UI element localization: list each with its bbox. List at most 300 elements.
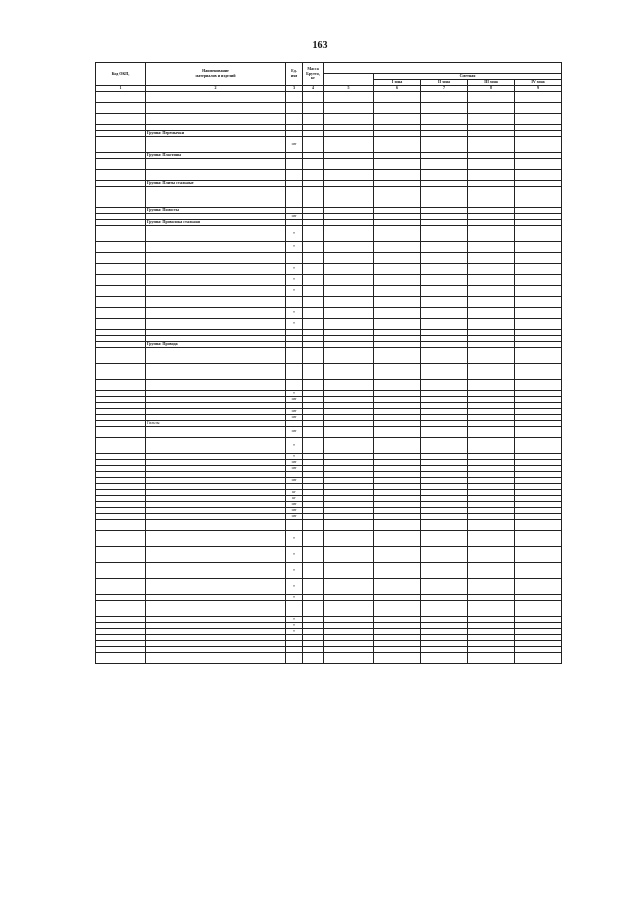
zone-price-cell xyxy=(421,426,468,437)
zone-price-cell xyxy=(515,241,562,252)
header-prices xyxy=(324,63,562,74)
page-number: 163 xyxy=(312,40,328,51)
unit-cell xyxy=(286,296,303,307)
zone-price-cell xyxy=(468,363,515,379)
unit-cell xyxy=(286,652,303,663)
zone-price-cell xyxy=(374,437,421,453)
unit-cell: т xyxy=(286,241,303,252)
zone-price-cell xyxy=(515,437,562,453)
group-name xyxy=(146,379,286,390)
unit-cell: т xyxy=(286,390,303,396)
zone-price-cell xyxy=(515,562,562,578)
zone-price-cell xyxy=(421,186,468,207)
table-row xyxy=(96,186,562,207)
item-name xyxy=(146,158,286,169)
price-cell xyxy=(324,102,374,113)
unit-cell: т xyxy=(286,530,303,546)
item-name xyxy=(146,318,286,329)
zone-price-cell xyxy=(374,546,421,562)
table-row xyxy=(96,530,562,546)
header-unit: Ед. изм xyxy=(286,63,303,86)
table-row xyxy=(96,91,562,102)
table-row xyxy=(96,546,562,562)
mass-cell xyxy=(303,136,324,152)
zone-price-cell xyxy=(421,274,468,285)
item-name xyxy=(146,102,286,113)
unit-cell: т xyxy=(286,578,303,594)
price-cell xyxy=(324,347,374,363)
zone-price-cell xyxy=(468,136,515,152)
zone-price-cell xyxy=(468,169,515,180)
unit-cell: шт xyxy=(286,426,303,437)
zone-price-cell xyxy=(421,318,468,329)
table-row xyxy=(96,578,562,594)
header-zone-4: IV зона xyxy=(515,80,562,86)
header-zone-3: III зона xyxy=(468,80,515,86)
price-cell xyxy=(324,530,374,546)
zone-price-cell xyxy=(374,296,421,307)
code-cell xyxy=(96,578,146,594)
zone-price-cell xyxy=(468,102,515,113)
mass-cell xyxy=(303,426,324,437)
zone-price-cell xyxy=(468,225,515,241)
empty-cell xyxy=(421,379,468,390)
mass-cell xyxy=(303,652,324,663)
code-cell xyxy=(96,296,146,307)
price-cell xyxy=(324,274,374,285)
unit-cell: т xyxy=(286,562,303,578)
zone-price-cell xyxy=(515,274,562,285)
zone-price-cell xyxy=(468,437,515,453)
zone-price-cell xyxy=(468,252,515,263)
mass-cell xyxy=(303,263,324,274)
code-cell xyxy=(96,437,146,453)
zone-price-cell xyxy=(374,241,421,252)
code-cell xyxy=(96,241,146,252)
unit-cell: шт xyxy=(286,213,303,219)
code-cell xyxy=(96,274,146,285)
item-name: Гильзы xyxy=(146,420,286,426)
zone-price-cell xyxy=(468,347,515,363)
zone-price-cell xyxy=(515,652,562,663)
zone-price-cell xyxy=(468,307,515,318)
unit-cell: т xyxy=(286,225,303,241)
code-cell xyxy=(96,307,146,318)
group-name: Группа: Пластины xyxy=(146,152,286,158)
item-name xyxy=(146,307,286,318)
zone-price-cell xyxy=(374,91,421,102)
zone-price-cell xyxy=(374,307,421,318)
price-cell xyxy=(324,186,374,207)
unit-cell: т xyxy=(286,274,303,285)
unit-cell: т xyxy=(286,437,303,453)
unit-cell: шт xyxy=(286,477,303,483)
price-cell xyxy=(324,285,374,296)
zone-price-cell xyxy=(421,241,468,252)
item-name xyxy=(146,252,286,263)
zone-price-cell xyxy=(421,600,468,616)
zone-price-cell xyxy=(374,113,421,124)
unit-cell: т xyxy=(286,307,303,318)
unit-cell xyxy=(286,102,303,113)
mass-cell xyxy=(303,562,324,578)
table-row xyxy=(96,102,562,113)
zone-price-cell xyxy=(515,263,562,274)
unit-cell: т xyxy=(286,285,303,296)
code-cell xyxy=(96,158,146,169)
mass-cell xyxy=(303,225,324,241)
item-name xyxy=(146,225,286,241)
table-body xyxy=(96,91,562,663)
mass-cell xyxy=(303,186,324,207)
zone-price-cell xyxy=(374,169,421,180)
unit-cell: т xyxy=(286,622,303,628)
zone-price-cell xyxy=(421,652,468,663)
zone-price-cell xyxy=(468,600,515,616)
header-mass: Масса Брутто, кг xyxy=(303,63,324,86)
item-name xyxy=(146,241,286,252)
table-row xyxy=(96,600,562,616)
mass-cell xyxy=(303,91,324,102)
zone-price-cell xyxy=(421,307,468,318)
unit-cell: шт xyxy=(286,459,303,465)
mass-cell xyxy=(303,241,324,252)
zone-price-cell xyxy=(374,263,421,274)
table-header xyxy=(96,63,562,92)
zone-price-cell xyxy=(374,158,421,169)
table-row xyxy=(96,307,562,318)
group-name: Группа: Помосты xyxy=(146,207,286,213)
unit-cell: шт xyxy=(286,513,303,519)
zone-price-cell xyxy=(468,426,515,437)
price-cell xyxy=(324,307,374,318)
code-cell xyxy=(96,285,146,296)
zone-price-cell xyxy=(421,530,468,546)
price-cell xyxy=(324,652,374,663)
item-name xyxy=(146,113,286,124)
unit-cell xyxy=(286,186,303,207)
zone-price-cell xyxy=(515,296,562,307)
mass-cell xyxy=(303,546,324,562)
zone-price-cell xyxy=(515,136,562,152)
unit-cell: шт xyxy=(286,136,303,152)
mass-cell xyxy=(303,578,324,594)
code-cell xyxy=(96,363,146,379)
zone-price-cell xyxy=(468,263,515,274)
unit-cell xyxy=(286,113,303,124)
price-cell xyxy=(324,113,374,124)
zone-price-cell xyxy=(468,186,515,207)
zone-price-cell xyxy=(421,91,468,102)
price-cell xyxy=(324,296,374,307)
code-cell xyxy=(96,318,146,329)
zone-price-cell xyxy=(374,285,421,296)
table-row xyxy=(96,652,562,663)
unit-cell xyxy=(286,600,303,616)
zone-price-cell xyxy=(421,169,468,180)
unit-cell xyxy=(286,519,303,530)
zone-price-cell xyxy=(421,437,468,453)
zone-price-cell xyxy=(515,519,562,530)
table-row xyxy=(96,437,562,453)
zone-price-cell xyxy=(374,225,421,241)
mass-cell xyxy=(303,169,324,180)
zone-price-cell xyxy=(421,263,468,274)
item-name xyxy=(146,274,286,285)
zone-price-cell xyxy=(468,546,515,562)
mass-cell xyxy=(303,113,324,124)
zone-price-cell xyxy=(468,318,515,329)
zone-price-cell xyxy=(421,225,468,241)
unit-cell xyxy=(286,91,303,102)
header-current xyxy=(324,74,374,86)
empty-cell xyxy=(515,379,562,390)
zone-price-cell xyxy=(421,519,468,530)
zone-price-cell xyxy=(515,347,562,363)
zone-price-cell xyxy=(421,136,468,152)
mass-cell xyxy=(303,252,324,263)
group-name: Группа: Провода xyxy=(146,341,286,347)
zone-price-cell xyxy=(515,285,562,296)
item-name xyxy=(146,285,286,296)
mass-cell xyxy=(303,307,324,318)
code-cell xyxy=(96,136,146,152)
code-cell xyxy=(96,600,146,616)
zone-price-cell xyxy=(468,578,515,594)
item-name xyxy=(146,562,286,578)
unit-cell: кг xyxy=(286,489,303,495)
mass-cell xyxy=(303,285,324,296)
table-row xyxy=(96,263,562,274)
item-name xyxy=(146,91,286,102)
group-name: Группа: Плиты стальные xyxy=(146,180,286,186)
item-name xyxy=(146,578,286,594)
unit-cell: т xyxy=(286,318,303,329)
empty-cell xyxy=(374,379,421,390)
unit-cell: шт xyxy=(286,396,303,402)
zone-price-cell xyxy=(374,600,421,616)
zone-price-cell xyxy=(468,113,515,124)
mass-cell xyxy=(303,347,324,363)
price-cell xyxy=(324,241,374,252)
table-row xyxy=(96,562,562,578)
zone-price-cell xyxy=(374,426,421,437)
item-name xyxy=(146,530,286,546)
header-code: Код ОКП, xyxy=(96,63,146,86)
zone-price-cell xyxy=(374,519,421,530)
zone-price-cell xyxy=(374,652,421,663)
zone-price-cell xyxy=(515,91,562,102)
item-name xyxy=(146,600,286,616)
table-row xyxy=(96,113,562,124)
zone-price-cell xyxy=(374,562,421,578)
table-row xyxy=(96,519,562,530)
group-name: Группа: Проволока стальная xyxy=(146,219,286,225)
zone-price-cell xyxy=(374,363,421,379)
price-table xyxy=(95,62,562,664)
column-number-row: 1 2 3 4 5 6 7 8 9 xyxy=(96,86,562,92)
zone-price-cell xyxy=(374,274,421,285)
empty-cell xyxy=(286,379,303,390)
header-name: Наименование материалов и изделий xyxy=(146,63,286,86)
unit-cell: кг xyxy=(286,495,303,501)
code-cell xyxy=(96,252,146,263)
price-cell xyxy=(324,252,374,263)
group-name: Группа: Перемычки xyxy=(146,130,286,136)
zone-price-cell xyxy=(374,186,421,207)
zone-price-cell xyxy=(468,562,515,578)
zone-price-cell xyxy=(421,562,468,578)
zone-price-cell xyxy=(421,113,468,124)
zone-price-cell xyxy=(374,530,421,546)
table-row xyxy=(96,285,562,296)
zone-price-cell xyxy=(421,102,468,113)
code-cell xyxy=(96,379,146,390)
zone-price-cell xyxy=(374,578,421,594)
unit-cell: т xyxy=(286,263,303,274)
unit-cell: т xyxy=(286,453,303,459)
item-name xyxy=(146,296,286,307)
zone-price-cell xyxy=(515,530,562,546)
unit-cell: шт xyxy=(286,501,303,507)
zone-price-cell xyxy=(374,102,421,113)
zone-price-cell xyxy=(421,252,468,263)
price-cell xyxy=(324,562,374,578)
zone-price-cell xyxy=(515,318,562,329)
zone-price-cell xyxy=(515,225,562,241)
table-row xyxy=(96,136,562,152)
price-cell xyxy=(324,363,374,379)
unit-cell: т xyxy=(286,594,303,600)
price-cell xyxy=(324,136,374,152)
item-name xyxy=(146,546,286,562)
zone-price-cell xyxy=(515,578,562,594)
code-cell xyxy=(96,186,146,207)
unit-cell: шт xyxy=(286,507,303,513)
empty-cell xyxy=(303,379,324,390)
item-name xyxy=(146,426,286,437)
header-zone-1: I зона xyxy=(374,80,421,86)
price-cell xyxy=(324,225,374,241)
code-cell xyxy=(96,546,146,562)
price-cell xyxy=(324,600,374,616)
code-cell xyxy=(96,102,146,113)
zone-price-cell xyxy=(374,347,421,363)
zone-price-cell xyxy=(468,274,515,285)
code-cell xyxy=(96,652,146,663)
code-cell xyxy=(96,91,146,102)
zone-price-cell xyxy=(421,285,468,296)
table-row xyxy=(96,363,562,379)
unit-cell: т xyxy=(286,546,303,562)
unit-cell xyxy=(286,252,303,263)
zone-price-cell xyxy=(515,426,562,437)
price-cell xyxy=(324,169,374,180)
unit-cell: т xyxy=(286,628,303,634)
zone-price-cell xyxy=(421,546,468,562)
zone-price-cell xyxy=(468,652,515,663)
zone-price-cell xyxy=(468,519,515,530)
table-row xyxy=(96,225,562,241)
unit-cell: т xyxy=(286,616,303,622)
zone-price-cell xyxy=(468,241,515,252)
table-row xyxy=(96,252,562,263)
table-row xyxy=(96,318,562,329)
item-name xyxy=(146,363,286,379)
zone-price-cell xyxy=(515,186,562,207)
zone-price-cell xyxy=(421,296,468,307)
unit-cell: шт xyxy=(286,465,303,471)
table-row xyxy=(96,426,562,437)
code-cell xyxy=(96,347,146,363)
mass-cell xyxy=(303,519,324,530)
unit-cell xyxy=(286,158,303,169)
price-cell xyxy=(324,263,374,274)
code-cell xyxy=(96,519,146,530)
zone-price-cell xyxy=(468,285,515,296)
item-name xyxy=(146,186,286,207)
mass-cell xyxy=(303,318,324,329)
mass-cell xyxy=(303,296,324,307)
price-cell xyxy=(324,578,374,594)
zone-price-cell xyxy=(515,363,562,379)
zone-price-cell xyxy=(515,113,562,124)
table-row xyxy=(96,296,562,307)
price-cell xyxy=(324,318,374,329)
table-row xyxy=(96,274,562,285)
mass-cell xyxy=(303,158,324,169)
mass-cell xyxy=(303,274,324,285)
empty-cell xyxy=(468,379,515,390)
zone-price-cell xyxy=(468,91,515,102)
code-cell xyxy=(96,263,146,274)
unit-cell xyxy=(286,169,303,180)
code-cell xyxy=(96,113,146,124)
header-smeta: Сметная xyxy=(374,74,562,80)
group-row xyxy=(96,379,562,390)
price-cell xyxy=(324,91,374,102)
zone-price-cell xyxy=(515,546,562,562)
zone-price-cell xyxy=(421,578,468,594)
zone-price-cell xyxy=(515,252,562,263)
price-cell xyxy=(324,437,374,453)
price-cell xyxy=(324,158,374,169)
price-cell xyxy=(324,546,374,562)
item-name xyxy=(146,347,286,363)
item-name xyxy=(146,136,286,152)
zone-price-cell xyxy=(515,169,562,180)
item-name xyxy=(146,652,286,663)
zone-price-cell xyxy=(421,347,468,363)
zone-price-cell xyxy=(374,252,421,263)
mass-cell xyxy=(303,437,324,453)
code-cell xyxy=(96,530,146,546)
code-cell xyxy=(96,426,146,437)
code-cell xyxy=(96,169,146,180)
zone-price-cell xyxy=(468,296,515,307)
table-row xyxy=(96,347,562,363)
mass-cell xyxy=(303,600,324,616)
mass-cell xyxy=(303,530,324,546)
mass-cell xyxy=(303,363,324,379)
price-cell xyxy=(324,519,374,530)
zone-price-cell xyxy=(468,530,515,546)
item-name xyxy=(146,519,286,530)
table-row xyxy=(96,169,562,180)
empty-cell xyxy=(324,379,374,390)
zone-price-cell xyxy=(374,136,421,152)
zone-price-cell xyxy=(421,158,468,169)
